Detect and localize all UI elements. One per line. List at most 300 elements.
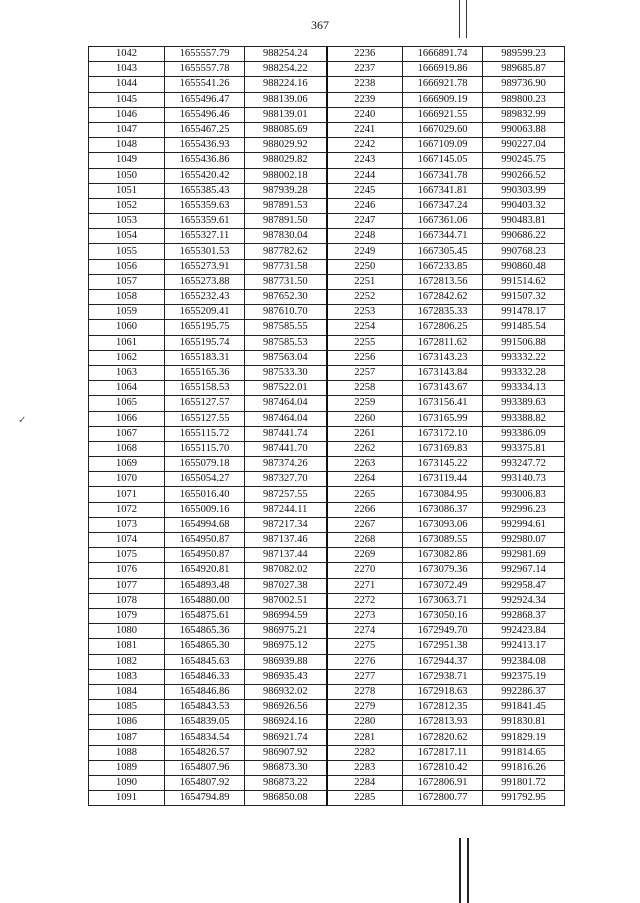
y-coordinate-cell: 992994.61 (483, 517, 565, 532)
y-coordinate-cell: 992286.37 (483, 684, 565, 699)
x-coordinate-cell: 1673145.22 (403, 457, 483, 472)
table-row (89, 502, 565, 517)
y-coordinate-cell: 987731.58 (245, 259, 327, 274)
y-coordinate-cell: 988254.24 (245, 47, 327, 62)
x-coordinate-cell: 1673093.06 (403, 517, 483, 532)
x-coordinate-cell: 1672813.56 (403, 274, 483, 289)
point-number-cell: 2271 (327, 578, 403, 593)
x-coordinate-cell: 1654893.48 (165, 578, 245, 593)
point-number-cell: 2240 (327, 107, 403, 122)
scan-binding-mark-bottom (459, 838, 469, 903)
table-row (89, 259, 565, 274)
table-row (89, 791, 565, 806)
x-coordinate-cell: 1654826.57 (165, 745, 245, 760)
x-coordinate-cell: 1672800.77 (403, 791, 483, 806)
x-coordinate-cell: 1667341.78 (403, 168, 483, 183)
y-coordinate-cell: 993006.83 (483, 487, 565, 502)
table-row (89, 517, 565, 532)
point-number-cell: 1076 (89, 563, 165, 578)
table-row (89, 548, 565, 563)
point-number-cell: 1061 (89, 335, 165, 350)
x-coordinate-cell: 1667361.06 (403, 214, 483, 229)
point-number-cell: 2251 (327, 274, 403, 289)
x-coordinate-cell: 1655195.74 (165, 335, 245, 350)
y-coordinate-cell: 990303.99 (483, 183, 565, 198)
table-row (89, 669, 565, 684)
x-coordinate-cell: 1673156.41 (403, 396, 483, 411)
point-number-cell: 1043 (89, 62, 165, 77)
point-number-cell: 2280 (327, 715, 403, 730)
x-coordinate-cell: 1672835.33 (403, 305, 483, 320)
point-number-cell: 2253 (327, 305, 403, 320)
point-number-cell: 1067 (89, 426, 165, 441)
point-number-cell: 1089 (89, 760, 165, 775)
y-coordinate-cell: 988085.69 (245, 122, 327, 137)
y-coordinate-cell: 993332.22 (483, 350, 565, 365)
y-coordinate-cell: 986975.21 (245, 624, 327, 639)
table-row (89, 776, 565, 791)
table-row (89, 62, 565, 77)
y-coordinate-cell: 990266.52 (483, 168, 565, 183)
x-coordinate-cell: 1655273.88 (165, 274, 245, 289)
point-number-cell: 1044 (89, 77, 165, 92)
point-number-cell: 1055 (89, 244, 165, 259)
point-number-cell: 2243 (327, 153, 403, 168)
point-number-cell: 2285 (327, 791, 403, 806)
x-coordinate-cell: 1654794.89 (165, 791, 245, 806)
point-number-cell: 2268 (327, 533, 403, 548)
y-coordinate-cell: 991816.26 (483, 760, 565, 775)
y-coordinate-cell: 987585.55 (245, 320, 327, 335)
y-coordinate-cell: 986939.88 (245, 654, 327, 669)
x-coordinate-cell: 1655420.42 (165, 168, 245, 183)
x-coordinate-cell: 1654839.05 (165, 715, 245, 730)
point-number-cell: 1060 (89, 320, 165, 335)
x-coordinate-cell: 1673119.44 (403, 472, 483, 487)
point-number-cell: 2272 (327, 593, 403, 608)
point-number-cell: 2275 (327, 639, 403, 654)
y-coordinate-cell: 992924.34 (483, 593, 565, 608)
x-coordinate-cell: 1667305.45 (403, 244, 483, 259)
x-coordinate-cell: 1673165.99 (403, 411, 483, 426)
x-coordinate-cell: 1672811.62 (403, 335, 483, 350)
point-number-cell: 1056 (89, 259, 165, 274)
point-number-cell: 2249 (327, 244, 403, 259)
y-coordinate-cell: 993375.81 (483, 441, 565, 456)
x-coordinate-cell: 1673082.86 (403, 548, 483, 563)
table-row (89, 457, 565, 472)
y-coordinate-cell: 993334.13 (483, 381, 565, 396)
y-coordinate-cell: 993247.72 (483, 457, 565, 472)
y-coordinate-cell: 986932.02 (245, 684, 327, 699)
point-number-cell: 2274 (327, 624, 403, 639)
x-coordinate-cell: 1655127.57 (165, 396, 245, 411)
y-coordinate-cell: 990227.04 (483, 138, 565, 153)
y-coordinate-cell: 987441.70 (245, 441, 327, 456)
y-coordinate-cell: 989736.90 (483, 77, 565, 92)
x-coordinate-cell: 1654875.61 (165, 608, 245, 623)
table-row (89, 593, 565, 608)
x-coordinate-cell: 1672938.71 (403, 669, 483, 684)
y-coordinate-cell: 989832.99 (483, 107, 565, 122)
x-coordinate-cell: 1655232.43 (165, 290, 245, 305)
point-number-cell: 2242 (327, 138, 403, 153)
y-coordinate-cell: 987374.26 (245, 457, 327, 472)
x-coordinate-cell: 1655195.75 (165, 320, 245, 335)
y-coordinate-cell: 991506.88 (483, 335, 565, 350)
point-number-cell: 1050 (89, 168, 165, 183)
coordinates-table-body (89, 47, 565, 806)
point-number-cell: 1087 (89, 730, 165, 745)
y-coordinate-cell: 987327.70 (245, 472, 327, 487)
stray-pen-mark: ✓ (18, 415, 27, 426)
y-coordinate-cell: 987002.51 (245, 593, 327, 608)
point-number-cell: 2279 (327, 700, 403, 715)
point-number-cell: 1081 (89, 639, 165, 654)
point-number-cell: 2254 (327, 320, 403, 335)
point-number-cell: 1070 (89, 472, 165, 487)
y-coordinate-cell: 986926.56 (245, 700, 327, 715)
point-number-cell: 2273 (327, 608, 403, 623)
point-number-cell: 2265 (327, 487, 403, 502)
point-number-cell: 2269 (327, 548, 403, 563)
y-coordinate-cell: 986935.43 (245, 669, 327, 684)
point-number-cell: 1049 (89, 153, 165, 168)
table-row (89, 426, 565, 441)
point-number-cell: 2244 (327, 168, 403, 183)
table-row (89, 350, 565, 365)
coordinates-table (88, 46, 565, 806)
y-coordinate-cell: 990768.23 (483, 244, 565, 259)
point-number-cell: 1078 (89, 593, 165, 608)
x-coordinate-cell: 1673063.71 (403, 593, 483, 608)
table-row (89, 229, 565, 244)
point-number-cell: 1045 (89, 92, 165, 107)
y-coordinate-cell: 987464.04 (245, 411, 327, 426)
y-coordinate-cell: 986921.74 (245, 730, 327, 745)
x-coordinate-cell: 1655301.53 (165, 244, 245, 259)
y-coordinate-cell: 992967.14 (483, 563, 565, 578)
point-number-cell: 2282 (327, 745, 403, 760)
y-coordinate-cell: 992868.37 (483, 608, 565, 623)
x-coordinate-cell: 1655165.36 (165, 365, 245, 380)
y-coordinate-cell: 993389.63 (483, 396, 565, 411)
x-coordinate-cell: 1654807.96 (165, 760, 245, 775)
x-coordinate-cell: 1654950.87 (165, 548, 245, 563)
point-number-cell: 1073 (89, 517, 165, 532)
x-coordinate-cell: 1654807.92 (165, 776, 245, 791)
x-coordinate-cell: 1654865.36 (165, 624, 245, 639)
x-coordinate-cell: 1672820.62 (403, 730, 483, 745)
point-number-cell: 2262 (327, 441, 403, 456)
y-coordinate-cell: 987441.74 (245, 426, 327, 441)
table-row (89, 760, 565, 775)
x-coordinate-cell: 1654846.33 (165, 669, 245, 684)
table-row (89, 214, 565, 229)
table-row (89, 411, 565, 426)
y-coordinate-cell: 987563.04 (245, 350, 327, 365)
point-number-cell: 2245 (327, 183, 403, 198)
table-row (89, 198, 565, 213)
y-coordinate-cell: 991830.81 (483, 715, 565, 730)
x-coordinate-cell: 1655183.31 (165, 350, 245, 365)
point-number-cell: 1057 (89, 274, 165, 289)
y-coordinate-cell: 992384.08 (483, 654, 565, 669)
table-row (89, 639, 565, 654)
point-number-cell: 1051 (89, 183, 165, 198)
x-coordinate-cell: 1655054.27 (165, 472, 245, 487)
table-row (89, 533, 565, 548)
x-coordinate-cell: 1666909.19 (403, 92, 483, 107)
x-coordinate-cell: 1655079.18 (165, 457, 245, 472)
table-row (89, 305, 565, 320)
point-number-cell: 2260 (327, 411, 403, 426)
y-coordinate-cell: 993388.82 (483, 411, 565, 426)
y-coordinate-cell: 986850.08 (245, 791, 327, 806)
table-row (89, 153, 565, 168)
y-coordinate-cell: 993386.09 (483, 426, 565, 441)
table-row (89, 487, 565, 502)
y-coordinate-cell: 992980.07 (483, 533, 565, 548)
y-coordinate-cell: 987939.28 (245, 183, 327, 198)
y-coordinate-cell: 987464.04 (245, 396, 327, 411)
point-number-cell: 2246 (327, 198, 403, 213)
y-coordinate-cell: 988224.16 (245, 77, 327, 92)
y-coordinate-cell: 986975.12 (245, 639, 327, 654)
point-number-cell: 2238 (327, 77, 403, 92)
point-number-cell: 2261 (327, 426, 403, 441)
y-coordinate-cell: 992423.84 (483, 624, 565, 639)
y-coordinate-cell: 989685.87 (483, 62, 565, 77)
x-coordinate-cell: 1655359.61 (165, 214, 245, 229)
point-number-cell: 2278 (327, 684, 403, 699)
point-number-cell: 1047 (89, 122, 165, 137)
x-coordinate-cell: 1655496.46 (165, 107, 245, 122)
y-coordinate-cell: 989800.23 (483, 92, 565, 107)
table-row (89, 183, 565, 198)
point-number-cell: 2257 (327, 365, 403, 380)
y-coordinate-cell: 993332.28 (483, 365, 565, 380)
point-number-cell: 2283 (327, 760, 403, 775)
x-coordinate-cell: 1655557.78 (165, 62, 245, 77)
x-coordinate-cell: 1654865.30 (165, 639, 245, 654)
point-number-cell: 1062 (89, 350, 165, 365)
table-row (89, 563, 565, 578)
x-coordinate-cell: 1673086.37 (403, 502, 483, 517)
y-coordinate-cell: 992413.17 (483, 639, 565, 654)
point-number-cell: 1071 (89, 487, 165, 502)
x-coordinate-cell: 1673072.49 (403, 578, 483, 593)
y-coordinate-cell: 986873.22 (245, 776, 327, 791)
table-row (89, 730, 565, 745)
x-coordinate-cell: 1672813.93 (403, 715, 483, 730)
x-coordinate-cell: 1655541.26 (165, 77, 245, 92)
y-coordinate-cell: 987782.62 (245, 244, 327, 259)
point-number-cell: 1042 (89, 47, 165, 62)
point-number-cell: 1048 (89, 138, 165, 153)
x-coordinate-cell: 1672806.25 (403, 320, 483, 335)
x-coordinate-cell: 1655127.55 (165, 411, 245, 426)
y-coordinate-cell: 990483.81 (483, 214, 565, 229)
y-coordinate-cell: 992996.23 (483, 502, 565, 517)
y-coordinate-cell: 993140.73 (483, 472, 565, 487)
table-row (89, 122, 565, 137)
x-coordinate-cell: 1672817.11 (403, 745, 483, 760)
x-coordinate-cell: 1654880.00 (165, 593, 245, 608)
x-coordinate-cell: 1654843.53 (165, 700, 245, 715)
x-coordinate-cell: 1666891.74 (403, 47, 483, 62)
x-coordinate-cell: 1654846.86 (165, 684, 245, 699)
table-row (89, 654, 565, 669)
page-number: 367 (311, 18, 329, 32)
point-number-cell: 1090 (89, 776, 165, 791)
y-coordinate-cell: 988254.22 (245, 62, 327, 77)
y-coordinate-cell: 987533.30 (245, 365, 327, 380)
y-coordinate-cell: 988029.92 (245, 138, 327, 153)
x-coordinate-cell: 1655209.41 (165, 305, 245, 320)
x-coordinate-cell: 1655359.63 (165, 198, 245, 213)
point-number-cell: 2236 (327, 47, 403, 62)
y-coordinate-cell: 986994.59 (245, 608, 327, 623)
point-number-cell: 1065 (89, 396, 165, 411)
y-coordinate-cell: 987137.44 (245, 548, 327, 563)
x-coordinate-cell: 1673079.36 (403, 563, 483, 578)
table-row (89, 684, 565, 699)
point-number-cell: 1058 (89, 290, 165, 305)
x-coordinate-cell: 1654950.87 (165, 533, 245, 548)
y-coordinate-cell: 987217.34 (245, 517, 327, 532)
table-row (89, 396, 565, 411)
x-coordinate-cell: 1666921.78 (403, 77, 483, 92)
point-number-cell: 2276 (327, 654, 403, 669)
y-coordinate-cell: 990245.75 (483, 153, 565, 168)
x-coordinate-cell: 1655557.79 (165, 47, 245, 62)
table-row (89, 335, 565, 350)
y-coordinate-cell: 987731.50 (245, 274, 327, 289)
point-number-cell: 1053 (89, 214, 165, 229)
table-row (89, 700, 565, 715)
x-coordinate-cell: 1655436.86 (165, 153, 245, 168)
point-number-cell: 1080 (89, 624, 165, 639)
x-coordinate-cell: 1667347.24 (403, 198, 483, 213)
x-coordinate-cell: 1667109.09 (403, 138, 483, 153)
point-number-cell: 2267 (327, 517, 403, 532)
y-coordinate-cell: 992958.47 (483, 578, 565, 593)
point-number-cell: 1064 (89, 381, 165, 396)
point-number-cell: 2270 (327, 563, 403, 578)
table-row (89, 168, 565, 183)
x-coordinate-cell: 1655009.16 (165, 502, 245, 517)
x-coordinate-cell: 1672812.35 (403, 700, 483, 715)
x-coordinate-cell: 1672806.91 (403, 776, 483, 791)
point-number-cell: 2248 (327, 229, 403, 244)
y-coordinate-cell: 987610.70 (245, 305, 327, 320)
y-coordinate-cell: 991814.65 (483, 745, 565, 760)
y-coordinate-cell: 987082.02 (245, 563, 327, 578)
x-coordinate-cell: 1655273.91 (165, 259, 245, 274)
table-row (89, 320, 565, 335)
y-coordinate-cell: 991841.45 (483, 700, 565, 715)
y-coordinate-cell: 990403.32 (483, 198, 565, 213)
point-number-cell: 1084 (89, 684, 165, 699)
point-number-cell: 2247 (327, 214, 403, 229)
point-number-cell: 1086 (89, 715, 165, 730)
table-row (89, 77, 565, 92)
x-coordinate-cell: 1655115.72 (165, 426, 245, 441)
y-coordinate-cell: 988139.06 (245, 92, 327, 107)
point-number-cell: 2277 (327, 669, 403, 684)
y-coordinate-cell: 991829.19 (483, 730, 565, 745)
y-coordinate-cell: 986907.92 (245, 745, 327, 760)
x-coordinate-cell: 1672949.70 (403, 624, 483, 639)
point-number-cell: 2239 (327, 92, 403, 107)
x-coordinate-cell: 1672810.42 (403, 760, 483, 775)
table-row (89, 365, 565, 380)
y-coordinate-cell: 992981.69 (483, 548, 565, 563)
point-number-cell: 2281 (327, 730, 403, 745)
y-coordinate-cell: 988139.01 (245, 107, 327, 122)
point-number-cell: 2264 (327, 472, 403, 487)
table-row (89, 107, 565, 122)
table-row (89, 441, 565, 456)
x-coordinate-cell: 1654834.54 (165, 730, 245, 745)
y-coordinate-cell: 991792.95 (483, 791, 565, 806)
y-coordinate-cell: 987522.01 (245, 381, 327, 396)
x-coordinate-cell: 1673143.84 (403, 365, 483, 380)
y-coordinate-cell: 991801.72 (483, 776, 565, 791)
point-number-cell: 2258 (327, 381, 403, 396)
point-number-cell: 1066 (89, 411, 165, 426)
table-row (89, 138, 565, 153)
point-number-cell: 1069 (89, 457, 165, 472)
x-coordinate-cell: 1673084.95 (403, 487, 483, 502)
y-coordinate-cell: 990063.88 (483, 122, 565, 137)
x-coordinate-cell: 1655385.43 (165, 183, 245, 198)
y-coordinate-cell: 989599.23 (483, 47, 565, 62)
y-coordinate-cell: 987891.53 (245, 198, 327, 213)
table-row (89, 608, 565, 623)
x-coordinate-cell: 1655496.47 (165, 92, 245, 107)
y-coordinate-cell: 986873.30 (245, 760, 327, 775)
x-coordinate-cell: 1672951.38 (403, 639, 483, 654)
point-number-cell: 1077 (89, 578, 165, 593)
point-number-cell: 1083 (89, 669, 165, 684)
x-coordinate-cell: 1673143.23 (403, 350, 483, 365)
x-coordinate-cell: 1667233.85 (403, 259, 483, 274)
x-coordinate-cell: 1654994.68 (165, 517, 245, 532)
point-number-cell: 2284 (327, 776, 403, 791)
table-row (89, 745, 565, 760)
point-number-cell: 1046 (89, 107, 165, 122)
table-row (89, 274, 565, 289)
point-number-cell: 1075 (89, 548, 165, 563)
y-coordinate-cell: 987244.11 (245, 502, 327, 517)
x-coordinate-cell: 1673050.16 (403, 608, 483, 623)
table-row (89, 47, 565, 62)
x-coordinate-cell: 1672842.62 (403, 290, 483, 305)
point-number-cell: 1072 (89, 502, 165, 517)
x-coordinate-cell: 1667029.60 (403, 122, 483, 137)
x-coordinate-cell: 1673143.67 (403, 381, 483, 396)
y-coordinate-cell: 991485.54 (483, 320, 565, 335)
point-number-cell: 2263 (327, 457, 403, 472)
table-row (89, 578, 565, 593)
point-number-cell: 2237 (327, 62, 403, 77)
y-coordinate-cell: 990686.22 (483, 229, 565, 244)
point-number-cell: 2266 (327, 502, 403, 517)
y-coordinate-cell: 988029.82 (245, 153, 327, 168)
y-coordinate-cell: 987137.46 (245, 533, 327, 548)
